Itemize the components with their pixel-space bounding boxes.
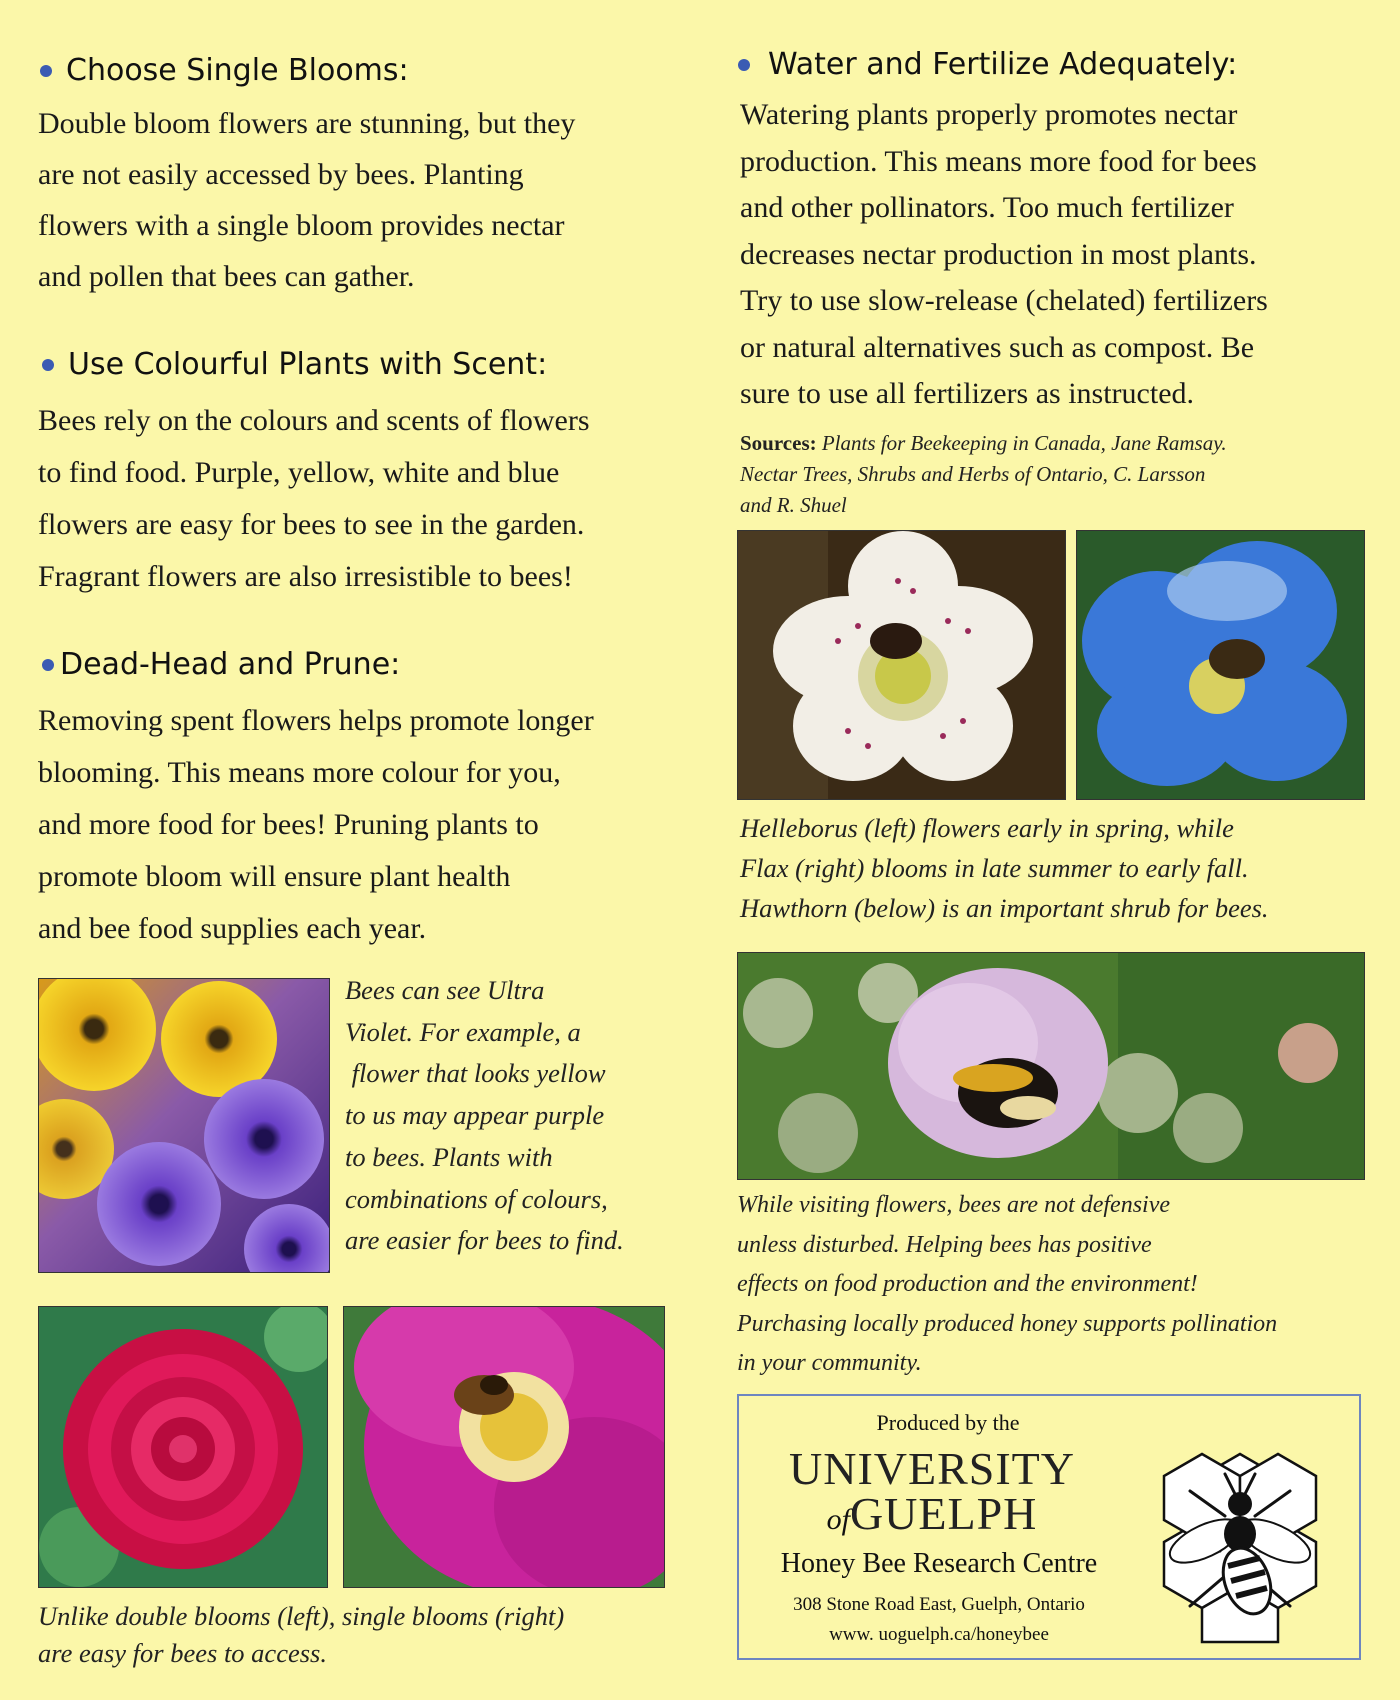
text-line: and bee food supplies each year. (38, 912, 427, 945)
research-centre-name: Honey Bee Research Centre (780, 1548, 1098, 1579)
university-guelph: GUELPH (849, 1488, 1038, 1539)
text-line: blooming. This means more colour for you, (38, 756, 561, 789)
text-line: Watering plants properly promotes nectar (740, 98, 1238, 131)
university-of: of (826, 1503, 850, 1536)
heading-use-colourful-plants (42, 347, 547, 382)
text-line: effects on food production and the environment! (737, 1271, 1198, 1297)
bloom-caption (38, 1598, 564, 1672)
text-line: are easier for bees to find. (345, 1225, 624, 1256)
text-line: Fragrant flowers are also irresistible to bees! (38, 560, 573, 593)
sources-label: Sources: (740, 431, 817, 455)
sources-line-1 (740, 428, 1227, 459)
text-line: to us may appear purple (345, 1100, 605, 1131)
sources (740, 428, 1227, 521)
heading-text: Water and Fertilize Adequately: (768, 47, 1238, 82)
paragraph-dead-head-prune (38, 695, 594, 955)
university-line-1: UNIVERSITY (789, 1443, 1075, 1494)
text-line: to find food. Purple, yellow, white and blue (38, 456, 560, 489)
text-line: While visiting flowers, bees are not defensive (737, 1192, 1171, 1218)
bullet-icon (42, 659, 54, 671)
paragraph-use-colourful-plants (38, 395, 590, 603)
text-line: and R. Shuel (740, 493, 847, 517)
paragraph-choose-single-blooms (38, 98, 575, 302)
text-line: Violet. For example, a (345, 1016, 581, 1047)
text-line: are not easily accessed by bees. Planting (38, 158, 524, 191)
heading-water-fertilize (738, 47, 1237, 82)
university-logo (779, 1443, 1085, 1539)
text-line: and pollen that bees can gather. (38, 260, 415, 293)
produced-by-text: Produced by the (876, 1410, 1020, 1435)
text-line: Hawthorn (below) is an important shrub for bees. (740, 893, 1269, 923)
text-line: are easy for bees to access. (38, 1638, 327, 1668)
text-line: Removing spent flowers helps promote longer (38, 704, 594, 737)
flower-caption (740, 808, 1269, 928)
heading-dead-head-prune (42, 647, 400, 682)
heading-choose-single-blooms (40, 53, 409, 88)
text-line: Unlike double blooms (left), single blooms (right) (38, 1601, 565, 1631)
text-line: unless disturbed. Helping bees has positive (737, 1231, 1152, 1258)
text-line: Nectar Trees, Shrubs and Herbs of Ontario, C. Larsson (740, 462, 1206, 486)
bullet-icon (40, 65, 52, 77)
text-line: production. This means more food for bees (740, 144, 1257, 178)
paragraph-water-fertilize (740, 92, 1268, 418)
single-bloom-rose-photo (343, 1306, 665, 1588)
bullet-icon (738, 59, 750, 71)
bullet-icon (42, 359, 54, 371)
uv-flowers-photo (38, 978, 330, 1273)
text-line: and more food for bees! Pruning plants to (38, 808, 539, 841)
text-line: or natural alternatives such as compost. Be (740, 330, 1255, 364)
flax-photo (1076, 530, 1365, 800)
credit-box (737, 1394, 1361, 1660)
uv-caption (345, 970, 624, 1262)
text-line: combinations of colours, (345, 1183, 608, 1214)
text-line: Flax (right) blooms in late summer to early fall. (740, 853, 1249, 883)
text-line: sure to use all fertilizers as instructed. (740, 377, 1195, 410)
text-line: Try to use slow-release (chelated) fertilizers (740, 284, 1268, 317)
text-line: promote bloom will ensure plant health (38, 860, 511, 893)
text-line: in your community. (737, 1350, 922, 1376)
text-line: Plants for Beekeeping in Canada, Jane Ramsay. (821, 431, 1227, 455)
text-line: flowers with a single bloom provides nectar (38, 209, 565, 242)
heading-text: Choose Single Blooms: (66, 53, 409, 88)
text-line: Purchasing locally produced honey supports pollination (737, 1310, 1278, 1337)
text-line: and other pollinators. Too much fertilizer (740, 191, 1234, 224)
text-line: Helleborus (left) flowers early in spring, while (740, 813, 1234, 843)
honeybee-logo (1135, 1446, 1345, 1646)
website-link[interactable]: www. uoguelph.ca/honeybee (829, 1624, 1049, 1645)
text-line: Bees can see Ultra (345, 975, 545, 1005)
text-line: flowers are easy for bees to see in the garden. (38, 508, 585, 541)
text-line: flower that looks yellow (345, 1058, 606, 1089)
helleborus-photo (737, 530, 1066, 800)
text-line: decreases nectar production in most plants. (740, 237, 1257, 271)
bee-caption (737, 1186, 1277, 1384)
text-line: to bees. Plants with (345, 1141, 553, 1172)
university-line-2 (779, 1488, 1085, 1547)
text-line: Bees rely on the colours and scents of flowers (38, 404, 590, 437)
address: 308 Stone Road East, Guelph, Ontario (793, 1594, 1085, 1615)
double-bloom-rose-photo (38, 1306, 328, 1588)
heading-text: Use Colourful Plants with Scent: (68, 347, 548, 382)
heading-text: Dead-Head and Prune: (60, 647, 401, 682)
hawthorn-bee-photo (737, 952, 1365, 1180)
text-line: Double bloom flowers are stunning, but they (38, 107, 576, 140)
